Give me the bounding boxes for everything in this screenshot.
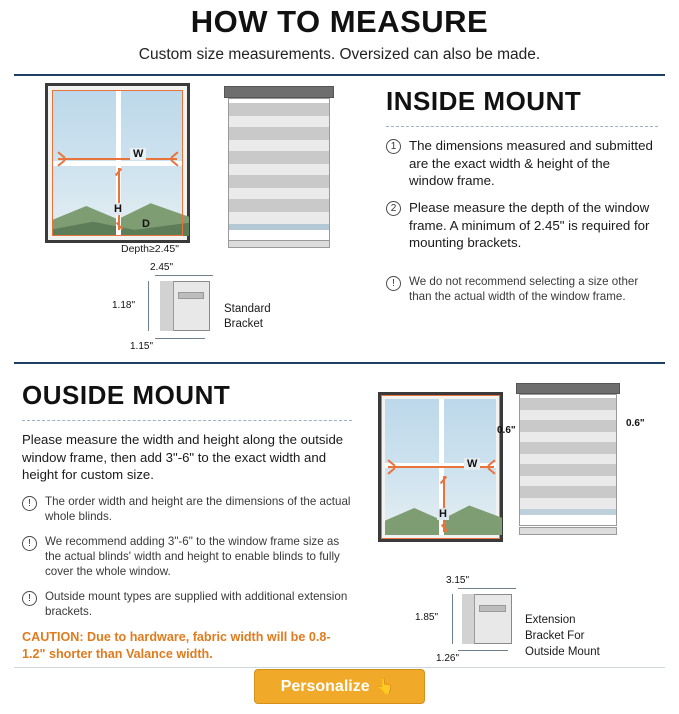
shade-headrail — [224, 86, 334, 98]
header-divider — [14, 74, 665, 76]
outside-mount-paragraph: Please measure the width and height along the outside window frame, then add 3"-6" to the exact width and height for custom size. — [22, 432, 344, 483]
header — [0, 0, 679, 76]
outside-mount-item-1 — [22, 494, 352, 525]
extension-bracket-slot — [479, 605, 506, 612]
inside-height-label: H — [114, 203, 122, 215]
pointing-hand-icon: 👆 — [375, 678, 395, 695]
inside-height-arrow — [118, 168, 120, 230]
list-marker-2: 2 — [386, 201, 401, 216]
section-divider — [14, 362, 665, 364]
outside-mount-item-3 — [22, 589, 352, 620]
caution-text: CAUTION: Due to hardware, fabric width will be 0.8-1.2" shorter than Valance width. — [22, 630, 331, 662]
bracket-top-dim: 2.45" — [150, 262, 174, 273]
inside-depth-caption: Depth≥2.45" — [121, 243, 179, 255]
page-subtitle: Custom size measurements. Oversized can also be made. — [138, 45, 541, 63]
inside-mount-item-2-text: Please measure the depth of the window frame. A minimum of 2.45" is required for mounting brackets. — [409, 200, 650, 251]
personalize-button-label: Personalize — [280, 678, 370, 695]
inside-mount-item-1 — [386, 137, 658, 190]
ext-bracket-left-dim-line — [452, 594, 453, 644]
ext-bracket-top-dim: 3.15" — [446, 575, 470, 586]
extension-bracket-caption-1: Extension — [525, 614, 576, 626]
outside-mount-item-2 — [22, 534, 352, 580]
shade-bottomrail — [228, 240, 330, 248]
note-marker: ! — [386, 276, 401, 291]
extension-bracket-wall-plate — [462, 594, 475, 644]
note-marker-3: ! — [22, 591, 37, 606]
outside-mount-dashed-divider — [22, 420, 352, 421]
bracket-top-dim-line — [155, 275, 213, 276]
outside-mount-item-2-text: We recommend adding 3"-6" to the window frame size as the actual blinds' width and height to enable blinds to fully cover the whole window. — [45, 534, 340, 579]
bracket-bottom-dim-line — [155, 338, 205, 339]
overlap-right-label: 0.6" — [626, 418, 645, 429]
page-title: HOW TO MEASURE — [190, 4, 489, 39]
inside-width-arrow — [58, 158, 177, 160]
ext-bracket-left-dim: 1.85" — [415, 612, 439, 623]
outside-shade-bottomrail — [519, 527, 617, 535]
ext-bracket-bottom-dim-line — [458, 650, 508, 651]
outside-mount-item-1-text: The order width and height are the dimensions of the actual whole blinds. — [45, 495, 351, 524]
outside-mount-heading: OUSIDE MOUNT — [22, 380, 231, 410]
personalize-button[interactable] — [254, 669, 426, 704]
outside-width-label: W — [464, 458, 480, 470]
extension-bracket-caption-3: Outside Mount — [525, 646, 600, 658]
bracket-bottom-dim: 1.15" — [130, 341, 154, 352]
ext-bracket-top-dim-line — [458, 588, 516, 589]
cta-divider — [14, 667, 665, 668]
list-marker-1: 1 — [386, 139, 401, 154]
bracket-left-dim-line — [148, 281, 149, 331]
outside-height-label: H — [439, 508, 447, 520]
inside-mount-note — [386, 274, 658, 305]
inside-mount-item-2 — [386, 199, 658, 252]
inside-depth-label: D — [142, 218, 150, 230]
standard-bracket-caption-2: Bracket — [224, 318, 263, 330]
inside-mount-note-text: We do not recommend selecting a size other than the actual width of the window frame. — [409, 275, 639, 304]
inside-mount-heading: INSIDE MOUNT — [386, 86, 582, 116]
outside-height-arrow — [443, 476, 445, 532]
standard-bracket-slot — [178, 292, 204, 299]
outside-shade-headrail — [516, 383, 620, 394]
standard-bracket-caption-1: Standard — [224, 303, 271, 315]
bracket-left-dim: 1.18" — [112, 300, 136, 311]
outside-shade-panel — [519, 394, 617, 526]
standard-bracket-wall-plate — [160, 281, 174, 331]
inside-mount-section — [386, 86, 658, 314]
extension-bracket-caption-2: Bracket For — [525, 630, 585, 642]
note-marker-1: ! — [22, 496, 37, 511]
inside-width-label: W — [130, 148, 146, 160]
inside-mount-item-1-text: The dimensions measured and submitted are the exact width & height of the window frame. — [409, 138, 653, 189]
outside-mount-item-3-text: Outside mount types are supplied with additional extension brackets. — [45, 589, 348, 618]
note-marker-2: ! — [22, 536, 37, 551]
outside-mount-section — [22, 380, 352, 663]
shade-panel — [228, 98, 330, 246]
cta-container — [0, 669, 679, 704]
inside-mount-dashed-divider — [386, 126, 658, 127]
ext-bracket-bottom-dim: 1.26" — [436, 653, 460, 664]
overlap-left-label: 0.6" — [497, 425, 516, 436]
